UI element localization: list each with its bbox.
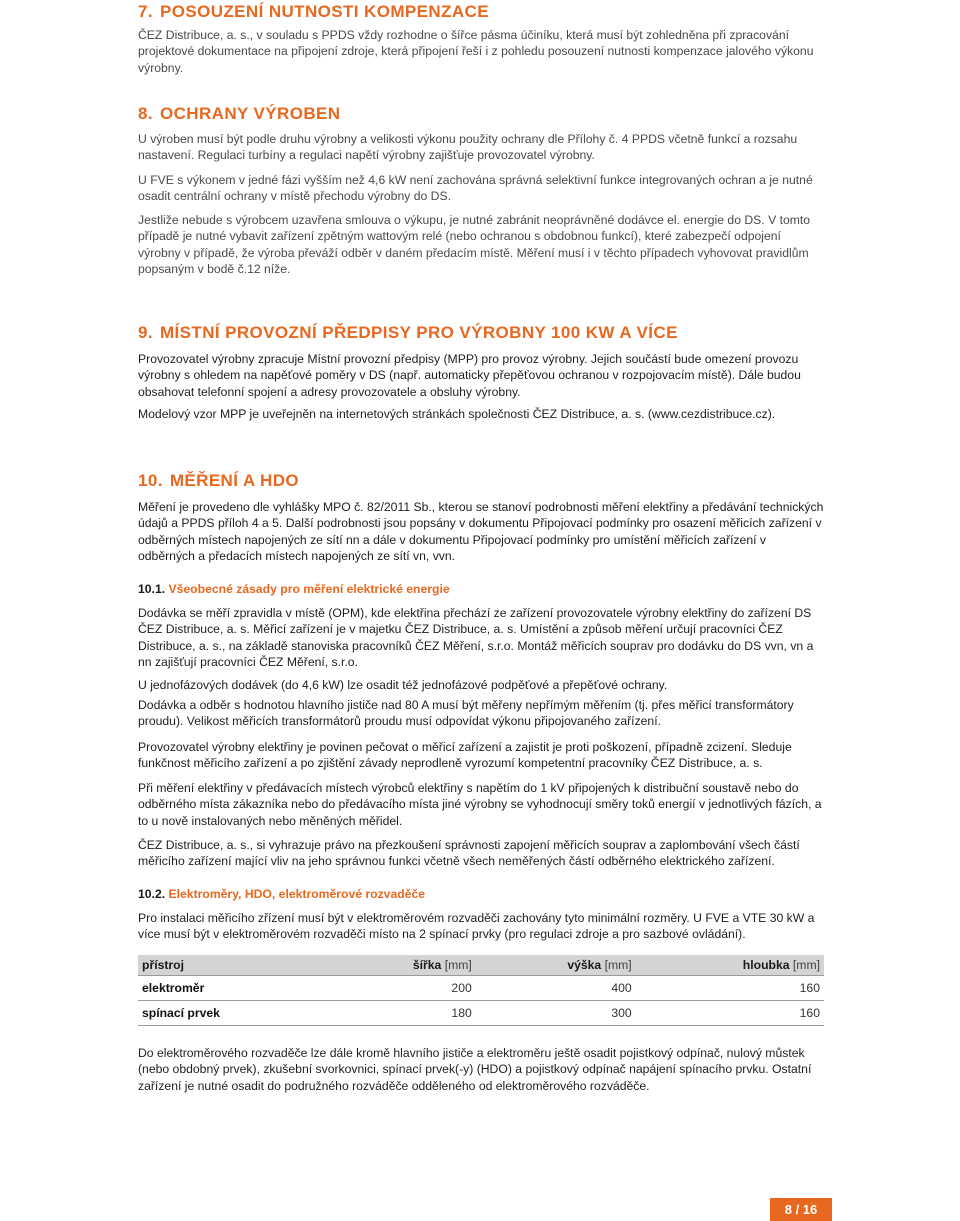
column-header: přístroj [138, 955, 328, 976]
section-title: MĚŘENÍ A HDO [169, 471, 299, 490]
section-title: OCHRANY VÝROBEN [159, 104, 341, 123]
section-number: 10. [138, 471, 163, 490]
subsection-10-1-paragraph-4: Provozovatel výrobny elektřiny je povinen pečovat o měřicí zařízení a zajistit je proti poškození, případně zcizení. Sleduje funkčnost měřicího zařízení a po zjištění závady neprodleně vyrozumí kompetentní pracovníky ČEZ Distribuce, a. s. [138, 740, 792, 771]
subsection-10-1-paragraph-2: U jednofázových dodávek (do 4,6 kW) lze osadit též jednofázové podpěťové a přepěťové ochrany. [138, 678, 668, 692]
section-8-paragraph-1: U výroben musí být podle druhu výrobny a velikosti výkonu použity ochrany dle Přílohy č. 4 PPDS včetně funkcí a rozsahu nastavení. Regulaci turbíny a regulaci napětí výrobny zajišťuje provozovatel výrobny. [138, 132, 798, 163]
subsection-10-1-paragraph-6: ČEZ Distribuce, a. s., si vyhrazuje právo na přezkoušení správnosti zapojení měřicích souprav a zaplombování všech částí měřicího zařízení mající vliv na jeho správnou funkci včetně všech neměřených částí odběrného elektrického zařízení. [138, 838, 800, 869]
table-cell: 160 [636, 976, 824, 1001]
subsection-10-2-paragraph-1: Pro instalaci měřicího zřízení musí být v elektroměrovém rozvaděči zachovány tyto minimální rozměry. U FVE a VTE 30 kW a více musí být v elektroměrovém rozvaděči místo na 2 spínací prvky (pro regulaci zdroje a pro sazbové ovládání). [138, 911, 815, 942]
table-row [138, 976, 824, 1001]
subsection-10-2-paragraph-2: Do elektroměrového rozvaděče lze dále kromě hlavního jističe a elektroměru ještě osadit pojistkový odpínač, nulový můstek (nebo obdobný prvek), zkušební svorkovnici, spínací prvek(-y) (HDO) a pojistkový odpínač napájení spínacího prvku. Ostatní zařízení je nutné osadit do podružného rozváděče odděleného od elektroměrového rozváděče. [138, 1046, 812, 1093]
table-row [138, 1001, 824, 1026]
table-cell: 400 [476, 976, 636, 1001]
subsection-10-2-heading [138, 886, 824, 902]
subsection-10-1-paragraph-3: Dodávka a odběr s hodnotou hlavního jističe nad 80 A musí být měřeny nepřímým měřením (tj. přes měřicí transformátory proudu). Velikost měřicích transformátorů proudu musí odpovídat výkonu připojovaného zařízení. [138, 698, 794, 729]
section-number: 9. [138, 323, 153, 342]
table-cell: 160 [636, 1001, 824, 1026]
subsection-10-1-heading [138, 581, 824, 597]
table-cell: spínací prvek [138, 1001, 328, 1026]
section-8-paragraph-3: Jestliže nebude s výrobcem uzavřena smlouva o výkupu, je nutné zabránit neoprávněné dodávce el. energie do DS. V tomto případě je nutné vybavit zařízení zpětným wattovým relé (nebo ochranou s obdobnou funkcí), které zabezpečí odpojení výrobny v případě, že výroba převáží odběr v daném předacím místě. Měření musí i v těchto případech vyhovovat pravidlům popsaným v bodě č.12 níže. [138, 213, 811, 276]
section-number: 7. [138, 2, 153, 21]
section-7-heading [138, 3, 824, 20]
section-10-paragraph-1: Měření je provedeno dle vyhlášky MPO č. 82/2011 Sb., kterou se stanoví podrobnosti měření elektřiny a předávání technických údajů a PPDS příloh 4 a 5. Další podrobnosti jsou popsány v dokumentu Připojovací podmínky pro osazení měřicích zařízení v odběrných místech napojených ze sítí nn a dále v dokumentu Připojovací podmínky pro umístění měřicích zařízení v odběrných a předacích místech napojených ze sítí vn, vvn. [138, 500, 824, 563]
table-cell: elektroměr [138, 976, 328, 1001]
section-9-paragraph-2: Modelový vzor MPP je uveřejněn na internetových stránkách společnosti ČEZ Distribuce, a. s. (www.cezdistribuce.cz). [138, 407, 776, 421]
subsection-title: Elektroměry, HDO, elektroměrové rozvaděče [168, 887, 426, 901]
table-cell: 300 [476, 1001, 636, 1026]
dimensions-table [138, 955, 824, 1026]
section-title: MÍSTNÍ PROVOZNÍ PŘEDPISY PRO VÝROBNY 100 KW A VÍCE [159, 323, 678, 342]
section-8-heading [138, 105, 824, 122]
table-header-row [138, 955, 824, 976]
section-9-paragraph-1: Provozovatel výrobny zpracuje Místní provozní předpisy (MPP) pro provoz výrobny. Jejich součástí bude omezení provozu výrobny s ohledem na napěťové poměry v DS (např. automaticky přepěťovou ochranou v rozpojovacím místě). Dále budou obsahovat telefonní spojení a adresy provozovatele a obsluhy výrobny. [138, 352, 801, 399]
subsection-10-1-paragraph-1: Dodávka se měří zpravidla v místě (OPM), kde elektřina přechází ze zařízení provozovatele výrobny elektřiny do zařízení DS ČEZ Distribuce, a. s. Měřicí zařízení je v majetku ČEZ Distribuce, a. s. Umístění a způsob měření určují pracovníci ČEZ Distribuce, a. s., na základě stanoviska pracovníků ČEZ Měření, s.r.o. Montáž měřicích souprav pro dodávku do DS vvn, vn a nn zajišťují pracovníci ČEZ Měření, s.r.o. [138, 606, 814, 669]
section-number: 8. [138, 104, 153, 123]
table-cell: 180 [328, 1001, 476, 1026]
column-header: hloubka [mm] [636, 955, 824, 976]
section-title: POSOUZENÍ NUTNOSTI KOMPENZACE [159, 2, 489, 21]
subsection-10-1-paragraph-5: Při měření elektřiny v předávacích místech výrobců elektřiny s napětím do 1 kV připojených k distribuční soustavě nebo do odběrného místa zákazníka nebo do předávacího místa jiné výrobny se vyhodnocují směry toků energií v jednotlivých fázích, a to u nově instalovaných nebo měněných měřidel. [138, 781, 822, 828]
page-number-badge: 8 / 16 [770, 1198, 832, 1221]
subsection-number: 10.1. [138, 582, 166, 596]
section-10-heading [138, 472, 824, 489]
section-7-text: ČEZ Distribuce, a. s., v souladu s PPDS vždy rozhodne o šířce pásma účiníku, která musí být zohledněna při zpracování projektové dokumentace na připojení zdroje, která připojení řeší i z pohledu posouzení nutnosti kompenzace jalového výkonu výrobny. [138, 28, 814, 75]
section-9-heading [138, 324, 824, 341]
subsection-number: 10.2. [138, 887, 166, 901]
subsection-title: Všeobecné zásady pro měření elektrické energie [168, 582, 450, 596]
column-header: šířka [mm] [328, 955, 476, 976]
section-8-paragraph-2: U FVE s výkonem v jedné fázi vyšším než 4,6 kW není zachována správná selektivní funkce integrovaných ochran a je nutné osadit centrální ochrany v místě přechodu výrobny do DS. [138, 173, 813, 204]
table-cell: 200 [328, 976, 476, 1001]
column-header: výška [mm] [476, 955, 636, 976]
